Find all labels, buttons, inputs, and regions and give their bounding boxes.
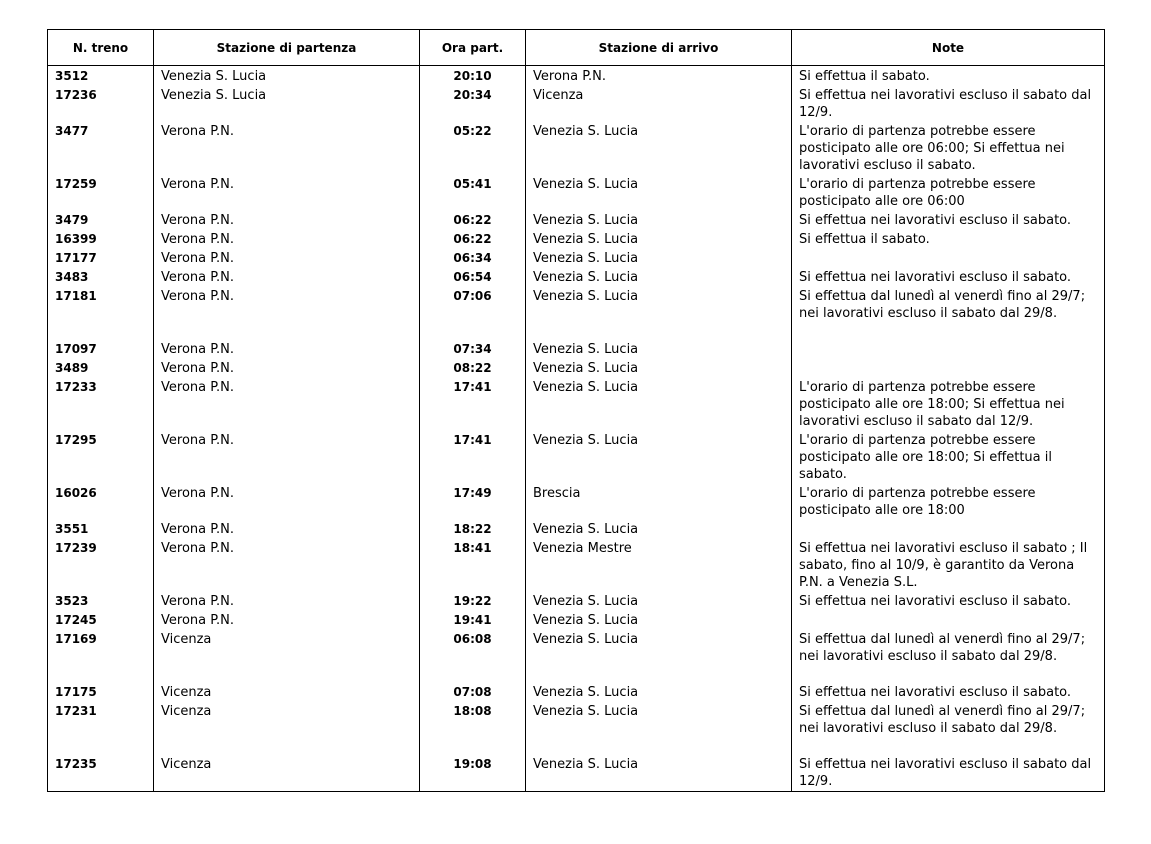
- arrival-station: Venezia S. Lucia: [526, 378, 792, 431]
- departure-station: Verona P.N.: [154, 287, 420, 340]
- train-note: [792, 611, 1105, 630]
- arrival-station: Venezia S. Lucia: [526, 611, 792, 630]
- train-number: 17181: [48, 287, 154, 340]
- train-note: L'orario di partenza potrebbe essere posticipato alle ore 18:00; Si effettua il sabato.: [792, 431, 1105, 484]
- table-row: [48, 611, 1105, 630]
- departure-station: Venezia S. Lucia: [154, 86, 420, 122]
- train-number: 17097: [48, 340, 154, 359]
- train-note: [792, 340, 1105, 359]
- departure-station: Verona P.N.: [154, 484, 420, 520]
- departure-station: Verona P.N.: [154, 340, 420, 359]
- arrival-station: Brescia: [526, 484, 792, 520]
- header-departure-time: Ora part.: [420, 30, 526, 66]
- arrival-station: Venezia S. Lucia: [526, 702, 792, 755]
- train-number: 3479: [48, 211, 154, 230]
- departure-station: Verona P.N.: [154, 378, 420, 431]
- train-number: 17259: [48, 175, 154, 211]
- train-note: L'orario di partenza potrebbe essere posticipato alle ore 18:00; Si effettua nei lavorativi escluso il sabato dal 12/9.: [792, 378, 1105, 431]
- table-row: [48, 630, 1105, 683]
- train-note: [792, 359, 1105, 378]
- train-number: 17245: [48, 611, 154, 630]
- arrival-station: Verona P.N.: [526, 66, 792, 87]
- departure-time: 20:10: [420, 66, 526, 87]
- train-number: 3523: [48, 592, 154, 611]
- train-note: Si effettua il sabato.: [792, 66, 1105, 87]
- header-row: [48, 30, 1105, 66]
- arrival-station: Vicenza: [526, 86, 792, 122]
- train-number: 3512: [48, 66, 154, 87]
- departure-station: Verona P.N.: [154, 175, 420, 211]
- departure-time: 20:34: [420, 86, 526, 122]
- train-number: 17235: [48, 755, 154, 792]
- train-note: Si effettua nei lavorativi escluso il sabato.: [792, 592, 1105, 611]
- table-row: [48, 287, 1105, 340]
- arrival-station: Venezia S. Lucia: [526, 592, 792, 611]
- train-note: Si effettua dal lunedì al venerdì fino al 29/7; nei lavorativi escluso il sabato dal 29/8.: [792, 287, 1105, 340]
- arrival-station: Venezia S. Lucia: [526, 359, 792, 378]
- arrival-station: Venezia S. Lucia: [526, 249, 792, 268]
- departure-station: Verona P.N.: [154, 211, 420, 230]
- arrival-station: Venezia S. Lucia: [526, 520, 792, 539]
- train-note: [792, 249, 1105, 268]
- table-row: [48, 122, 1105, 175]
- arrival-station: Venezia S. Lucia: [526, 268, 792, 287]
- table-row: [48, 175, 1105, 211]
- departure-time: 19:41: [420, 611, 526, 630]
- departure-time: 17:41: [420, 431, 526, 484]
- train-note: L'orario di partenza potrebbe essere posticipato alle ore 18:00: [792, 484, 1105, 520]
- arrival-station: Venezia S. Lucia: [526, 431, 792, 484]
- departure-time: 06:34: [420, 249, 526, 268]
- table-row: [48, 340, 1105, 359]
- train-number: 16399: [48, 230, 154, 249]
- train-number: 3489: [48, 359, 154, 378]
- table-row: [48, 249, 1105, 268]
- table-row: [48, 378, 1105, 431]
- arrival-station: Venezia Mestre: [526, 539, 792, 592]
- arrival-station: Venezia S. Lucia: [526, 755, 792, 792]
- departure-station: Verona P.N.: [154, 122, 420, 175]
- departure-time: 18:41: [420, 539, 526, 592]
- train-number: 17177: [48, 249, 154, 268]
- departure-station: Vicenza: [154, 683, 420, 702]
- header-train: N. treno: [48, 30, 154, 66]
- table-row: [48, 683, 1105, 702]
- departure-station: Verona P.N.: [154, 592, 420, 611]
- table-row: [48, 66, 1105, 87]
- departure-time: 06:54: [420, 268, 526, 287]
- train-note: L'orario di partenza potrebbe essere posticipato alle ore 06:00: [792, 175, 1105, 211]
- departure-time: 18:08: [420, 702, 526, 755]
- departure-time: 07:08: [420, 683, 526, 702]
- train-number: 17236: [48, 86, 154, 122]
- train-note: Si effettua dal lunedì al venerdì fino al 29/7; nei lavorativi escluso il sabato dal 29/8.: [792, 630, 1105, 683]
- table-row: [48, 484, 1105, 520]
- arrival-station: Venezia S. Lucia: [526, 230, 792, 249]
- table-row: [48, 592, 1105, 611]
- train-note: Si effettua nei lavorativi escluso il sabato.: [792, 268, 1105, 287]
- departure-time: 07:06: [420, 287, 526, 340]
- header-arrival-station: Stazione di arrivo: [526, 30, 792, 66]
- departure-time: 17:41: [420, 378, 526, 431]
- train-note: Si effettua nei lavorativi escluso il sabato dal 12/9.: [792, 86, 1105, 122]
- departure-station: Verona P.N.: [154, 611, 420, 630]
- train-number: 17175: [48, 683, 154, 702]
- table-row: [48, 268, 1105, 287]
- train-note: Si effettua nei lavorativi escluso il sabato ; Il sabato, fino al 10/9, è garantito da Verona P.N. a Venezia S.L.: [792, 539, 1105, 592]
- departure-station: Verona P.N.: [154, 230, 420, 249]
- departure-time: 19:22: [420, 592, 526, 611]
- departure-station: Vicenza: [154, 702, 420, 755]
- table-row: [48, 520, 1105, 539]
- timetable-sheet: [47, 29, 1104, 792]
- departure-station: Verona P.N.: [154, 268, 420, 287]
- train-number: 17295: [48, 431, 154, 484]
- train-note: Si effettua nei lavorativi escluso il sabato.: [792, 211, 1105, 230]
- departure-station: Vicenza: [154, 755, 420, 792]
- train-number: 3477: [48, 122, 154, 175]
- departure-time: 05:41: [420, 175, 526, 211]
- train-number: 17239: [48, 539, 154, 592]
- train-note: [792, 520, 1105, 539]
- train-number: 17233: [48, 378, 154, 431]
- departure-time: 06:22: [420, 211, 526, 230]
- departure-station: Venezia S. Lucia: [154, 66, 420, 87]
- train-note: Si effettua nei lavorativi escluso il sabato.: [792, 683, 1105, 702]
- arrival-station: Venezia S. Lucia: [526, 683, 792, 702]
- train-note: Si effettua nei lavorativi escluso il sabato dal 12/9.: [792, 755, 1105, 792]
- departure-time: 17:49: [420, 484, 526, 520]
- table-row: [48, 359, 1105, 378]
- train-note: L'orario di partenza potrebbe essere posticipato alle ore 06:00; Si effettua nei lavorativi escluso il sabato.: [792, 122, 1105, 175]
- table-row: [48, 86, 1105, 122]
- departure-station: Verona P.N.: [154, 249, 420, 268]
- train-note: Si effettua il sabato.: [792, 230, 1105, 249]
- departure-station: Verona P.N.: [154, 539, 420, 592]
- departure-station: Verona P.N.: [154, 520, 420, 539]
- train-number: 3551: [48, 520, 154, 539]
- departure-time: 08:22: [420, 359, 526, 378]
- departure-station: Verona P.N.: [154, 431, 420, 484]
- departure-time: 06:08: [420, 630, 526, 683]
- train-number: 16026: [48, 484, 154, 520]
- header-notes: Note: [792, 30, 1105, 66]
- train-timetable: [47, 29, 1105, 792]
- train-number: 17231: [48, 702, 154, 755]
- departure-time: 07:34: [420, 340, 526, 359]
- table-row: [48, 755, 1105, 792]
- arrival-station: Venezia S. Lucia: [526, 630, 792, 683]
- arrival-station: Venezia S. Lucia: [526, 175, 792, 211]
- train-number: 3483: [48, 268, 154, 287]
- arrival-station: Venezia S. Lucia: [526, 211, 792, 230]
- departure-station: Verona P.N.: [154, 359, 420, 378]
- departure-time: 05:22: [420, 122, 526, 175]
- table-row: [48, 230, 1105, 249]
- table-row: [48, 211, 1105, 230]
- departure-time: 19:08: [420, 755, 526, 792]
- arrival-station: Venezia S. Lucia: [526, 287, 792, 340]
- departure-time: 18:22: [420, 520, 526, 539]
- arrival-station: Venezia S. Lucia: [526, 340, 792, 359]
- header-departure-station: Stazione di partenza: [154, 30, 420, 66]
- train-number: 17169: [48, 630, 154, 683]
- departure-station: Vicenza: [154, 630, 420, 683]
- departure-time: 06:22: [420, 230, 526, 249]
- train-note: Si effettua dal lunedì al venerdì fino al 29/7; nei lavorativi escluso il sabato dal 29/8.: [792, 702, 1105, 755]
- arrival-station: Venezia S. Lucia: [526, 122, 792, 175]
- table-row: [48, 539, 1105, 592]
- table-row: [48, 431, 1105, 484]
- table-row: [48, 702, 1105, 755]
